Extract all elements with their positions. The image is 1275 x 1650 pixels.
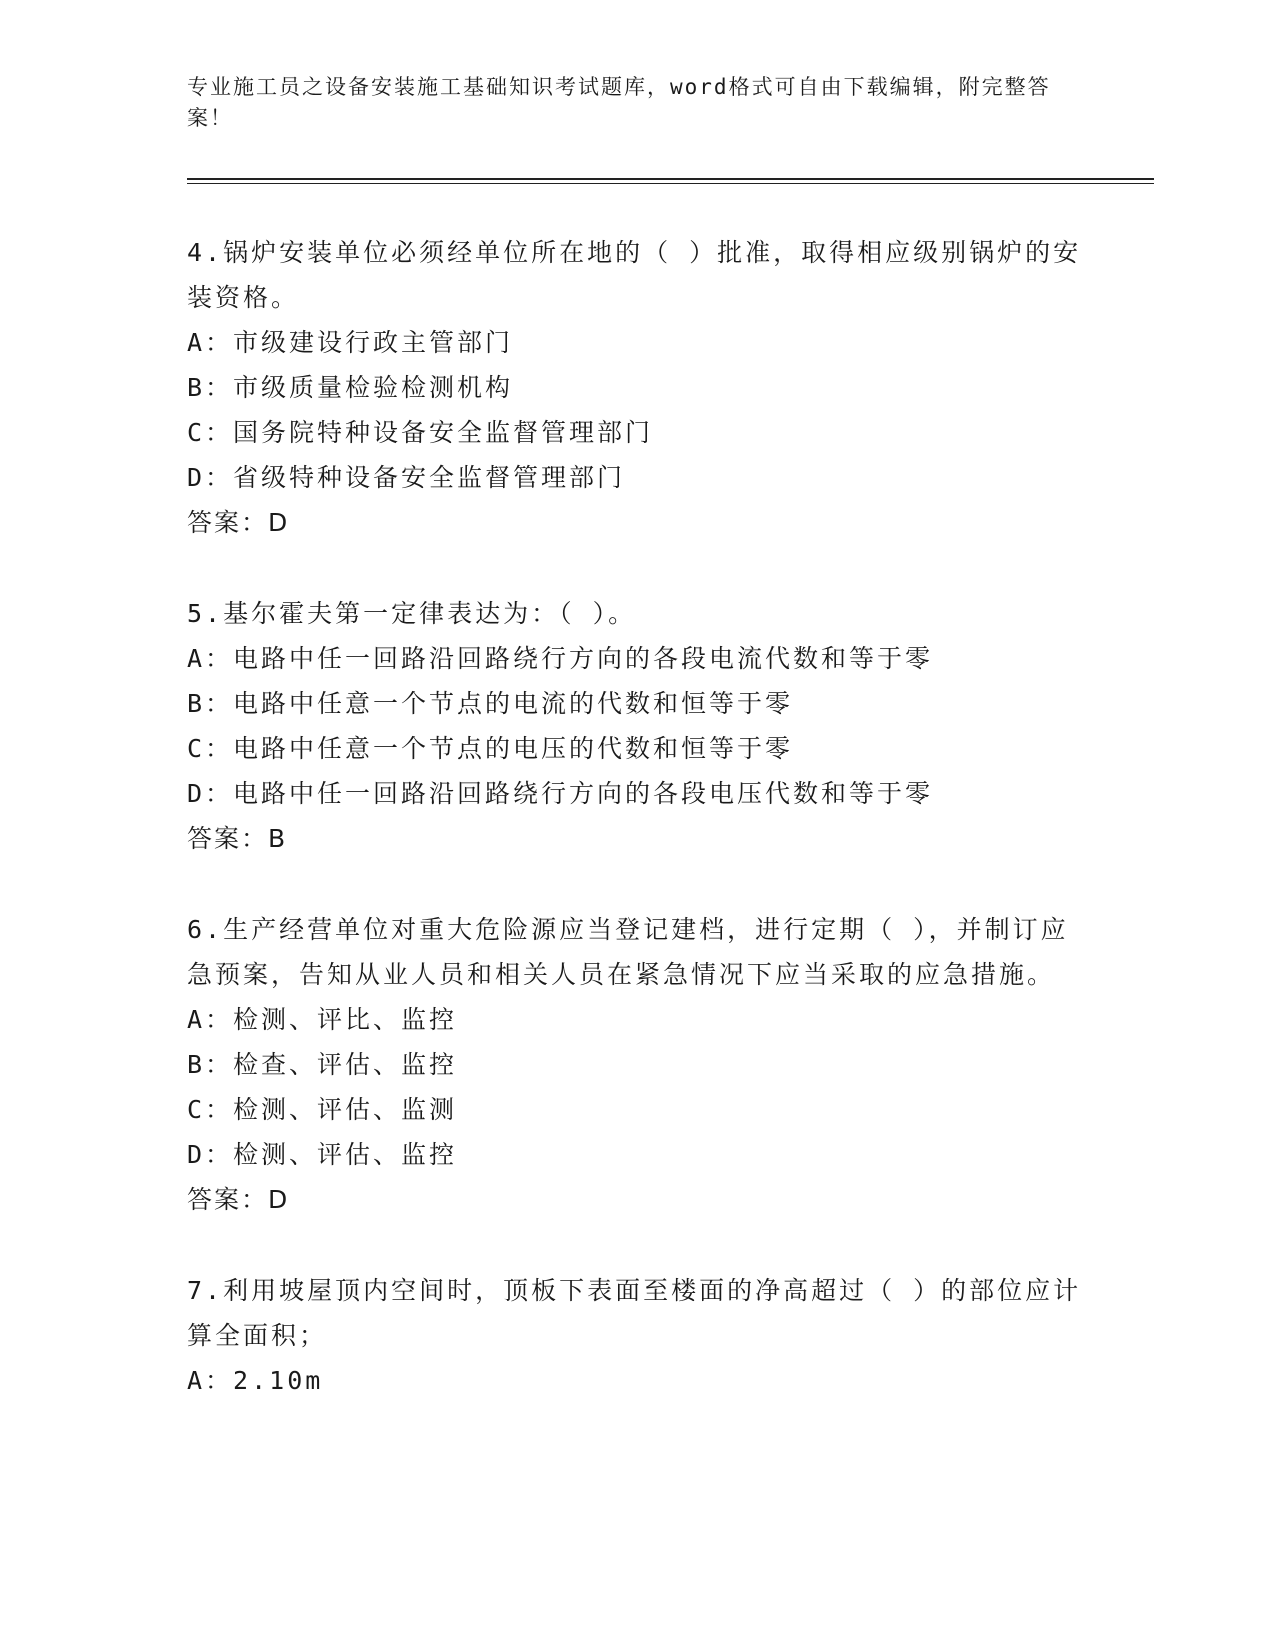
question-4 — [187, 230, 1087, 545]
option-d: D：检测、评估、监控 — [187, 1140, 458, 1169]
question-stem: 5.基尔霍夫第一定律表达为：（ ）。 — [187, 599, 637, 628]
answer: 答案：D — [187, 508, 290, 537]
option-d: D：省级特种设备安全监督管理部门 — [187, 463, 626, 492]
option-b: B：市级质量检验检测机构 — [187, 373, 514, 402]
question-list — [187, 230, 1087, 1449]
document-header: 专业施工员之设备安装施工基础知识考试题库，word格式可自由下载编辑，附完整答案！ — [187, 75, 1051, 130]
option-a: A：电路中任一回路沿回路绕行方向的各段电流代数和等于零 — [187, 644, 934, 673]
option-b: B：检查、评估、监控 — [187, 1050, 458, 1079]
option-a: A：检测、评比、监控 — [187, 1005, 458, 1034]
option-b: B：电路中任意一个节点的电流的代数和恒等于零 — [187, 689, 794, 718]
option-c: C：国务院特种设备安全监督管理部门 — [187, 418, 654, 447]
answer: 答案：B — [187, 824, 288, 853]
question-stem: 7.利用坡屋顶内空间时，顶板下表面至楼面的净高超过（ ）的部位应计算全面积； — [187, 1276, 1082, 1350]
header-divider-thin — [187, 183, 1154, 184]
option-c: C：电路中任意一个节点的电压的代数和恒等于零 — [187, 734, 794, 763]
option-a: A：2.10m — [187, 1366, 324, 1395]
question-7 — [187, 1268, 1087, 1403]
option-c: C：检测、评估、监测 — [187, 1095, 458, 1124]
question-stem: 4.锅炉安装单位必须经单位所在地的（ ）批准，取得相应级别锅炉的安装资格。 — [187, 238, 1082, 312]
header-divider-thick — [187, 178, 1154, 180]
question-5 — [187, 591, 1087, 861]
answer: 答案：D — [187, 1185, 290, 1214]
option-d: D：电路中任一回路沿回路绕行方向的各段电压代数和等于零 — [187, 779, 934, 808]
option-a: A：市级建设行政主管部门 — [187, 328, 514, 357]
question-6 — [187, 907, 1087, 1222]
question-stem: 6.生产经营单位对重大危险源应当登记建档，进行定期（ ），并制订应急预案，告知从业人员和相关人员在紧急情况下应当采取的应急措施。 — [187, 915, 1069, 989]
